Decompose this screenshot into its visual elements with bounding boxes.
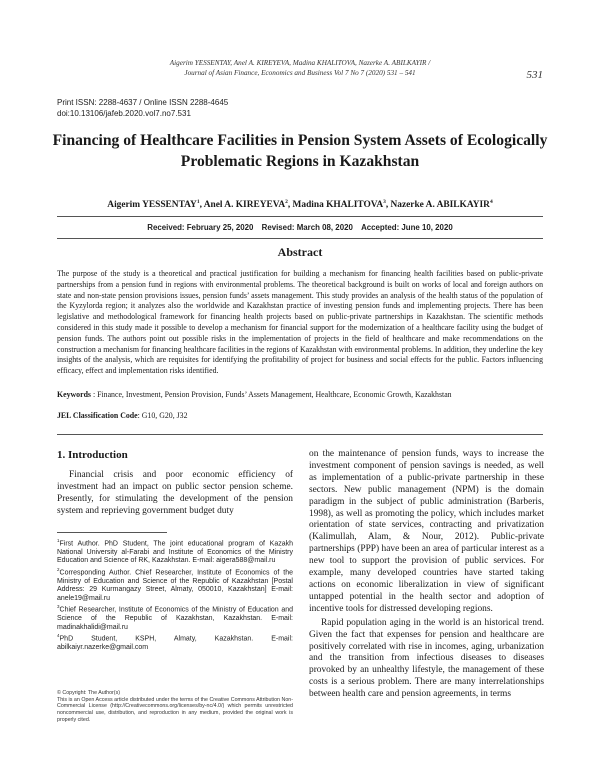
footnote: $^1$First Author. PhD Student, The joint educational program of Kazakh National University al-Farabi and Institute of Economics of the Ministry Education and Science of RK, Kazakhstan. E-mail: aigera588@mail.ru	[57, 538, 293, 565]
running-head-journal: Journal of Asian Finance, Economics and Business Vol 7 No 7 (2020) 531 – 541	[184, 69, 416, 77]
right-column	[309, 449, 544, 701]
issn-line: Print ISSN: 2288-4637 / Online ISSN 2288-4645	[57, 98, 229, 107]
author-affiliation-mark: 4	[489, 199, 493, 205]
author-name: Anel A. KIREYEVA	[203, 200, 286, 211]
running-head	[100, 58, 500, 78]
section-heading-introduction: 1. Introduction	[57, 449, 128, 461]
author-list: Aigerim YESSENTAY$^1$, Anel A. KIREYEVA$^2$, Madina KHALITOVA$^3$, Nazerke A. ABILKAYIR$^4$	[107, 199, 493, 211]
footnote: $^2$Corresponding Author. Chief Researcher, Institute of Economics of the Ministry of Education and Science of the Republic of Kazakhstan [Postal Address: 29 Kurmangazy Street, Almaty, 050010, Kazakhstan] E-mail: anele19@mail.ru	[57, 566, 293, 602]
paper-title: Financing of Healthcare Facilities in Pension System Assets of Ecologically Problematic Regions in Kazakhstan	[52, 132, 548, 170]
copyright-notice	[57, 690, 293, 724]
keywords	[57, 390, 543, 401]
jel-classification	[57, 411, 543, 422]
abstract-body: The purpose of the study is a theoretical and practical justification for building a mechanism for financing health facilities based on public-private partnerships from a pension fund in regions with environmental problems. The theoretical background is built on works of local and foreign authors on state and non-state pension provisions issues, pension funds’ assets management. This study provides an analysis of the health status of the population of the Kyzylorda region; it analyzes also the worldwide and Kazakhstan practice of investing pension funds and implementing projects. There has been legislative and methodological framework for financing health projects based on public-private partnerships in Kazakhstan. The scientific methods considered in this study made it possible to develop a mechanism for financial support for the modernization of a healthcare facility using the budget of pension funds. The authors point out possible risks in the implementation of projects in the field of healthcare and make recommendations on the construction a mechanism for financing healthcare facilities in the regions of Kazakhstan with environmental problems. In addition, they underline the key insights of the analysis, which are requisites for identifying the profitability of project for business and social effects for the public. Factors influencing efficacy, effect and implementation risks identified.	[57, 269, 543, 376]
page-number: 531	[526, 69, 543, 81]
divider-top	[57, 216, 543, 217]
license-text: This is an Open Access article distributed under the terms of the Creative Commons Attribution Non-Commercial License (http://Creativecommons.org/licenses/by-nc/4.0/) which permits unrestricted noncommercial use, distribution, and reproduction in any medium, provided the original work is properly cited.	[57, 696, 293, 723]
intro-paragraph-continued: on the maintenance of pension funds, ways to increase the investment component of pension savings is needed, as well as implementation of a public-private partnership in these sectors. New public management (NPM) is the domain paradigm in the subject of public administration (Barberis, 1998), as well as promoting the policy, which includes market orientation of state services, contracting and privatization (Kalimullah, Alam, & Nour, 2012). Public-private partnerships (PPP) have been an area of particular interest as a new tool to support the provision of public services. For example, many developed countries have started taking actions on economic liberalization in view of significant untapped potential in the health sector and adoption of incentive tools for distressed developing regions.	[309, 449, 544, 614]
revised-date: Revised: March 08, 2020	[261, 223, 353, 232]
divider-dates	[57, 238, 543, 239]
left-column	[57, 449, 293, 518]
divider-abstract-end	[57, 434, 543, 435]
author-name: Aigerim YESSENTAY	[107, 200, 197, 211]
footnote-divider	[57, 532, 167, 533]
intro-paragraph: Rapid population aging in the world is an historical trend. Given the fact that expenses for pension and healthcare are positively correlated with rise in incomes, aging, urbanization and the transition from infectious diseases to diseases provoked by an unhealthy lifestyle, the management of these costs is a serious problem. There are many interrelationships between health care and pension agreements, in terms	[309, 617, 544, 700]
accepted-date: Accepted: June 10, 2020	[361, 223, 453, 232]
abstract-heading: Abstract	[277, 245, 323, 259]
keywords-value: : Finance, Investment, Pension Provision, Funds’ Assets Management, Healthcare, Economic Growth, Kazakhstan	[91, 390, 452, 399]
keywords-label: Keywords	[57, 390, 91, 399]
doi-line: doi:10.13106/jafeb.2020.vol7.no7.531	[57, 108, 191, 118]
running-head-authors: Aigerim YESSENTAY, Anel A. KIREYEVA, Madina KHALITOVA, Nazerke A. ABILKAYIR /	[169, 59, 431, 67]
author-affiliation-mark: 3	[383, 199, 386, 205]
submission-dates	[40, 223, 560, 232]
author-affiliation-mark: 1	[196, 199, 200, 205]
footnotes	[57, 537, 293, 653]
jel-value: : G10, G20, J32	[137, 411, 188, 420]
footnote: $^4$PhD Student, KSPH, Almaty, Kazakhstan. E-mail: abilkaiyr.nazerke@gmail.com	[57, 633, 293, 652]
author-affiliation-mark: 2	[285, 199, 288, 205]
author-name: Nazerke A. ABILKAYIR	[390, 200, 490, 211]
issn-block	[57, 98, 228, 119]
received-date: Received: February 25, 2020	[147, 223, 254, 232]
footnote: $^3$Chief Researcher, Institute of Economics of the Ministry of Education and Science of the Republic of Kazakhstan, Kazakhstan. E-mail: madinakhalidi@mail.ru	[57, 604, 293, 631]
copyright-line: © Copyright: The Author(s)	[57, 690, 120, 696]
author-name: Madina KHALITOVA	[292, 200, 384, 211]
intro-paragraph: Financial crisis and poor economic efficiency of investment had an impact on public sector pension scheme. Presently, for stimulating the development of the pension system and reprieving government budget duty	[57, 470, 293, 516]
jel-label: JEL Classification Code	[57, 411, 138, 420]
